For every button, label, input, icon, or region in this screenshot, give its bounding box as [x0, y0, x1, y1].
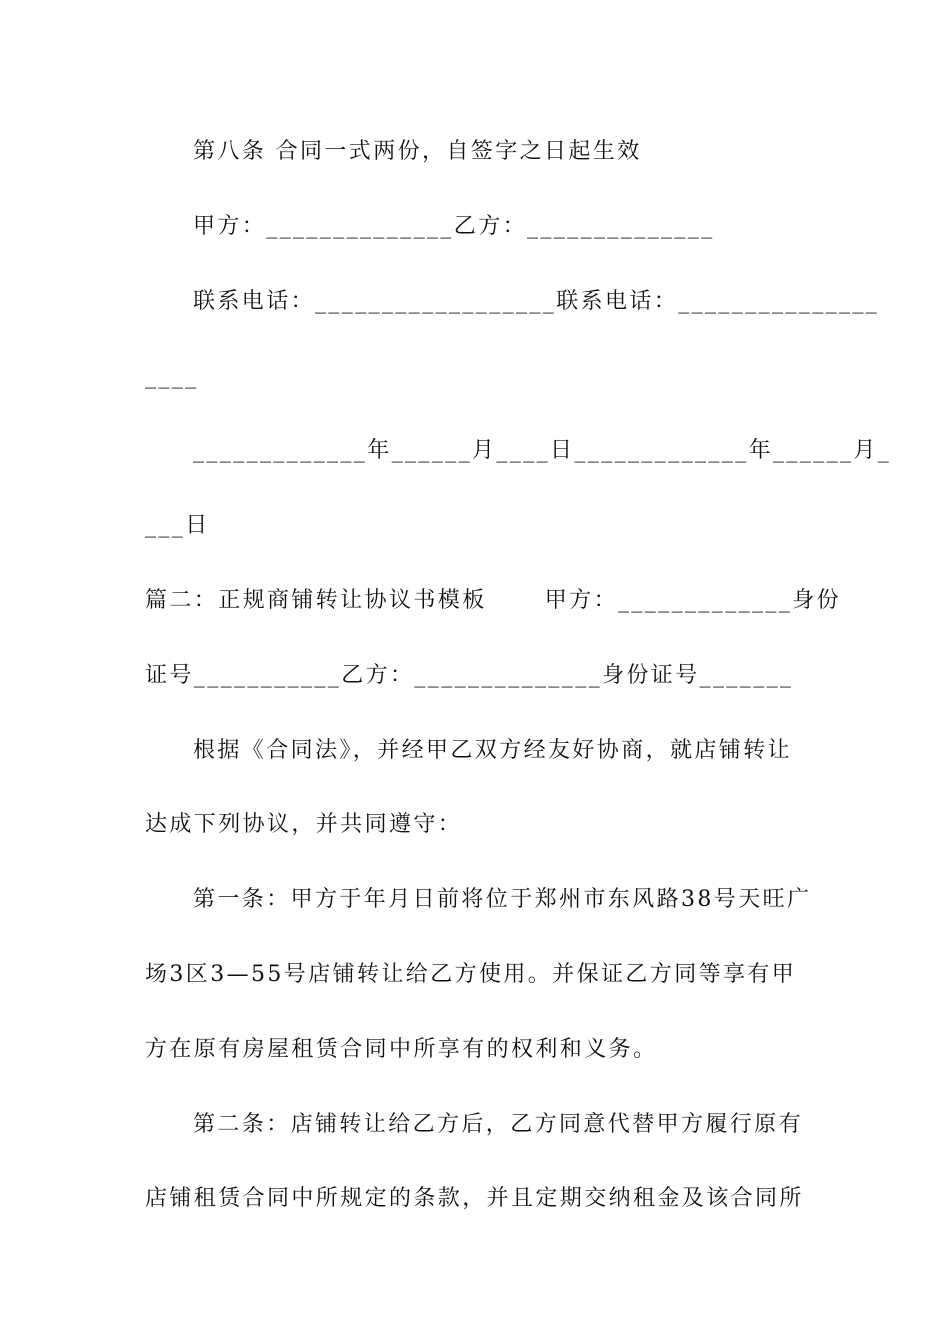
article-1-line-2: 场3区3—55号店铺转让给乙方使用。并保证乙方同等享有甲: [145, 962, 797, 987]
article-1-line-3: 方在原有房屋租赁合同中所享有的权利和义务。: [145, 1037, 658, 1062]
signing-date-line-continued: ___日: [145, 513, 210, 538]
article-8-line: 第八条 合同一式两份，自签字之日起生效: [193, 139, 642, 164]
contact-phone-line: 联系电话：__________________联系电话：_______________: [193, 289, 880, 314]
article-2-line-1: 第二条：店铺转让给乙方后，乙方同意代替甲方履行原有: [193, 1112, 804, 1137]
contact-phone-line-continued: ____: [145, 364, 199, 389]
party-signature-line: 甲方：______________乙方：______________: [193, 214, 715, 239]
article-1-line-1: 第一条：甲方于年月日前将位于郑州市东风路38号天旺广: [193, 887, 812, 912]
preamble-line-2: 达成下列协议，并共同遵守：: [145, 812, 463, 837]
preamble-line-1: 根据《合同法》，并经甲乙双方经友好协商，就店铺转让: [193, 738, 793, 763]
section-two-heading: 篇二：正规商铺转让协议书模板 甲方：_____________身份: [145, 588, 841, 613]
article-2-line-2: 店铺租赁合同中所规定的条款，并且定期交纳租金及该合同所: [145, 1186, 804, 1211]
id-number-line: 证号___________乙方：______________身份证号_______: [145, 663, 794, 688]
signing-date-line: _____________年______月____日_____________年______月_: [193, 438, 892, 463]
